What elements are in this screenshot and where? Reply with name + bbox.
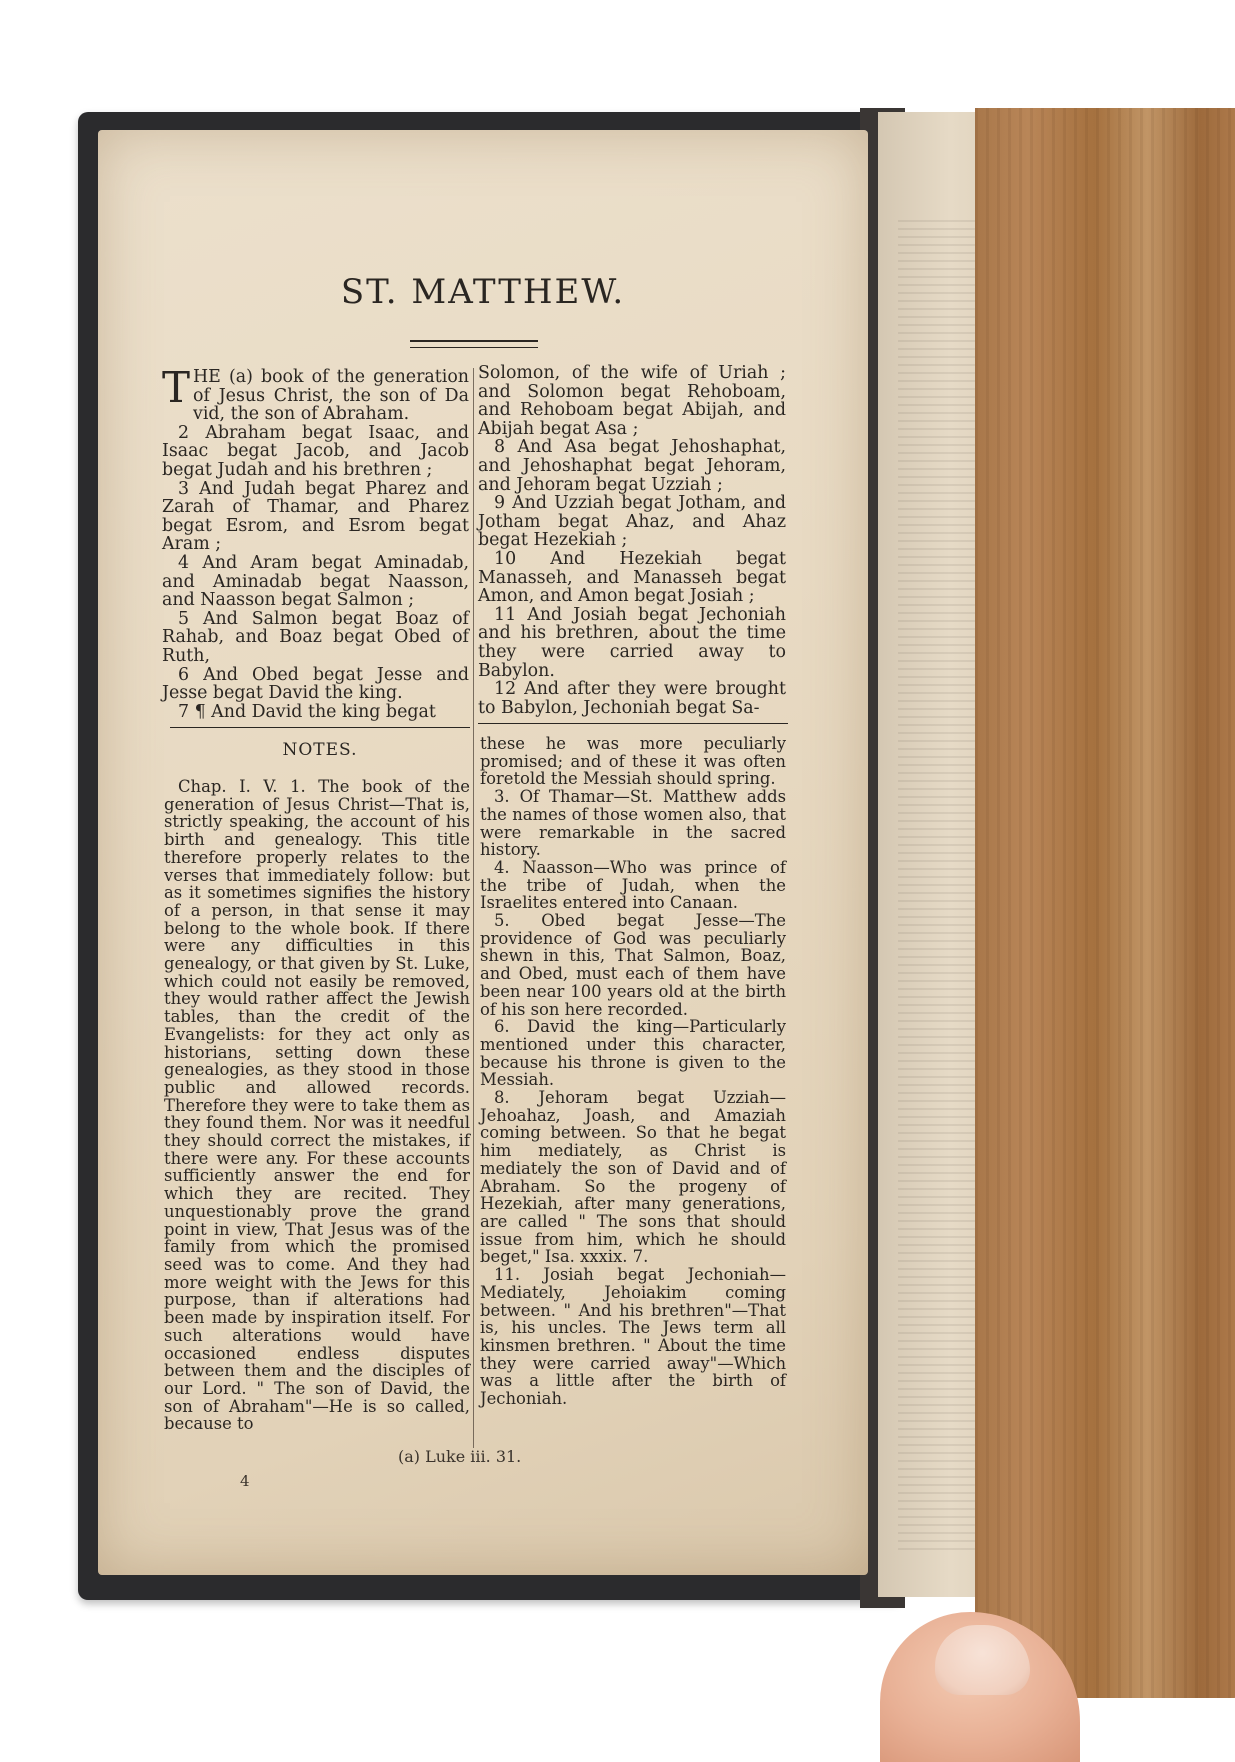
- verse-9: 9 And Uzziah begat Jotham, and Jotham begat Ahaz, and Ahaz begat Hezekiah ;: [478, 493, 786, 551]
- verse-7: 7 ¶ And David the king begat: [178, 701, 436, 722]
- notes-left-column: [164, 778, 470, 1433]
- verse-3: 3 And Judah begat Pharez and Zarah of Thamar, and Pharez begat Esrom, and Esrom begat Aram ;: [162, 478, 469, 555]
- verse-1: THE (a) book of the generation of Jesus Christ, the son of Da vid, the son of Abraham.: [162, 363, 469, 425]
- notes-right-column: [480, 735, 786, 1408]
- notes-rule-right: [478, 723, 788, 724]
- verse-8: 8 And Asa begat Jehoshaphat, and Jehoshaphat begat Jehoram, and Jehoram begat Uzziah ;: [478, 437, 786, 495]
- title-rule: [410, 340, 538, 348]
- note-8: 8. Jehoram begat Uzziah—Jehoahaz, Joash, and Amaziah coming between. So that he begat him mediately, as Christ is mediately the son of David and of Abraham. So the progeny of Hezekiah, after many generations, are called " The sons that should issue from him, which he should beget," Isa. xxxix. 7.: [480, 1088, 786, 1267]
- page-fore-edge-texture: [975, 108, 1235, 1698]
- notes-rule-left: [170, 727, 470, 728]
- note-4: 4. Naasson—Who was prince of the tribe of Judah, when the Israelites entered into Canaan.: [480, 857, 786, 913]
- page-number: 4: [240, 1472, 250, 1490]
- verse-4: 4 And Aram begat Aminadab, and Aminadab begat Naasson, and Naasson begat Salmon ;: [162, 552, 469, 611]
- verse-7-cont: Solomon, of the wife of Uriah ; and Solomon begat Rehoboam, and Rehoboam begat Abijah, and Abijah begat Asa ;: [478, 363, 786, 439]
- dropcap: T: [162, 363, 191, 412]
- note-5: 5. Obed begat Jesse—The providence of God was peculiarly shewn in this, That Salmon, Boaz, and Obed, must each of them have been near 100 years old at the birth of his son here recorded.: [480, 911, 786, 1019]
- verse-2: 2 Abraham begat Isaac, and Isaac begat Jacob, and Jacob begat Judah and his brethren ;: [162, 422, 469, 480]
- footnote: (a) Luke iii. 31.: [398, 1447, 522, 1466]
- note-3: 3. Of Thamar—St. Matthew adds the names of those women also, that were remarkable in the sacred history.: [480, 787, 786, 860]
- verses-right-column: [478, 364, 786, 717]
- note-1: Chap. I. V. 1. The book of the generation of Jesus Christ—That is, strictly speaking, the account of his birth and genealogy. This title therefore properly relates to the verses that immediately follow: but as it sometimes signifies the history of a person, in that sense it may belong to the whole book. If there were any difficulties in this genealogy, or that given by St. Luke, which could not easily be removed, they would rather affect the Jewish tables, than the credit of the Evangelists: for they act only as historians, setting down these genealogies, as they stood in those public and allowed records. Therefore they were to take them as they found them. Nor was it needful they should correct the mistakes, if there were any. For these accounts sufficiently answer the end for which they are recited. They unquestionably prove the grand point in view, That Jesus was of the family from which the promised seed was to come. And they had more weight with the Jews for this purpose, than if alterations had been made by inspiration itself. For such alterations would have occasioned endless disputes between them and the disciples of our Lord. " The son of David, the son of Abraham"—He is so called, because to: [164, 777, 470, 1434]
- note-11: 11. Josiah begat Jechoniah—Mediately, Jehoiakim coming between. " And his brethren"—That is, his uncles. The Jews term all kinsmen brethren. " About the time they were carried away"—Which was a little after the birth of Jechoniah.: [480, 1265, 786, 1409]
- verse-11: 11 And Josiah begat Jechoniah and his brethren, about the time they were carried away to Babylon.: [478, 604, 786, 681]
- page-title: ST. MATTHEW.: [340, 272, 626, 312]
- verse-5: 5 And Salmon begat Boaz of Rahab, and Boaz begat Obed of Ruth,: [162, 608, 469, 666]
- verse-10: 10 And Hezekiah begat Manasseh, and Manasseh begat Amon, and Amon begat Josiah ;: [478, 548, 786, 607]
- verse-6: 6 And Obed begat Jesse and Jesse begat David the king.: [162, 664, 469, 704]
- verses-left-column: [162, 363, 469, 722]
- verse-12: 12 And after they were brought to Babylon, Jechoniah begat Sa-: [478, 679, 786, 718]
- notes-heading: NOTES.: [282, 740, 358, 760]
- column-divider: [473, 368, 474, 1448]
- note-cont: these he was more peculiarly promised; and of these it was often foretold the Messiah should spring.: [480, 734, 786, 789]
- note-6: 6. David the king—Particularly mentioned under this character, because his throne is given to the Messiah.: [480, 1017, 786, 1090]
